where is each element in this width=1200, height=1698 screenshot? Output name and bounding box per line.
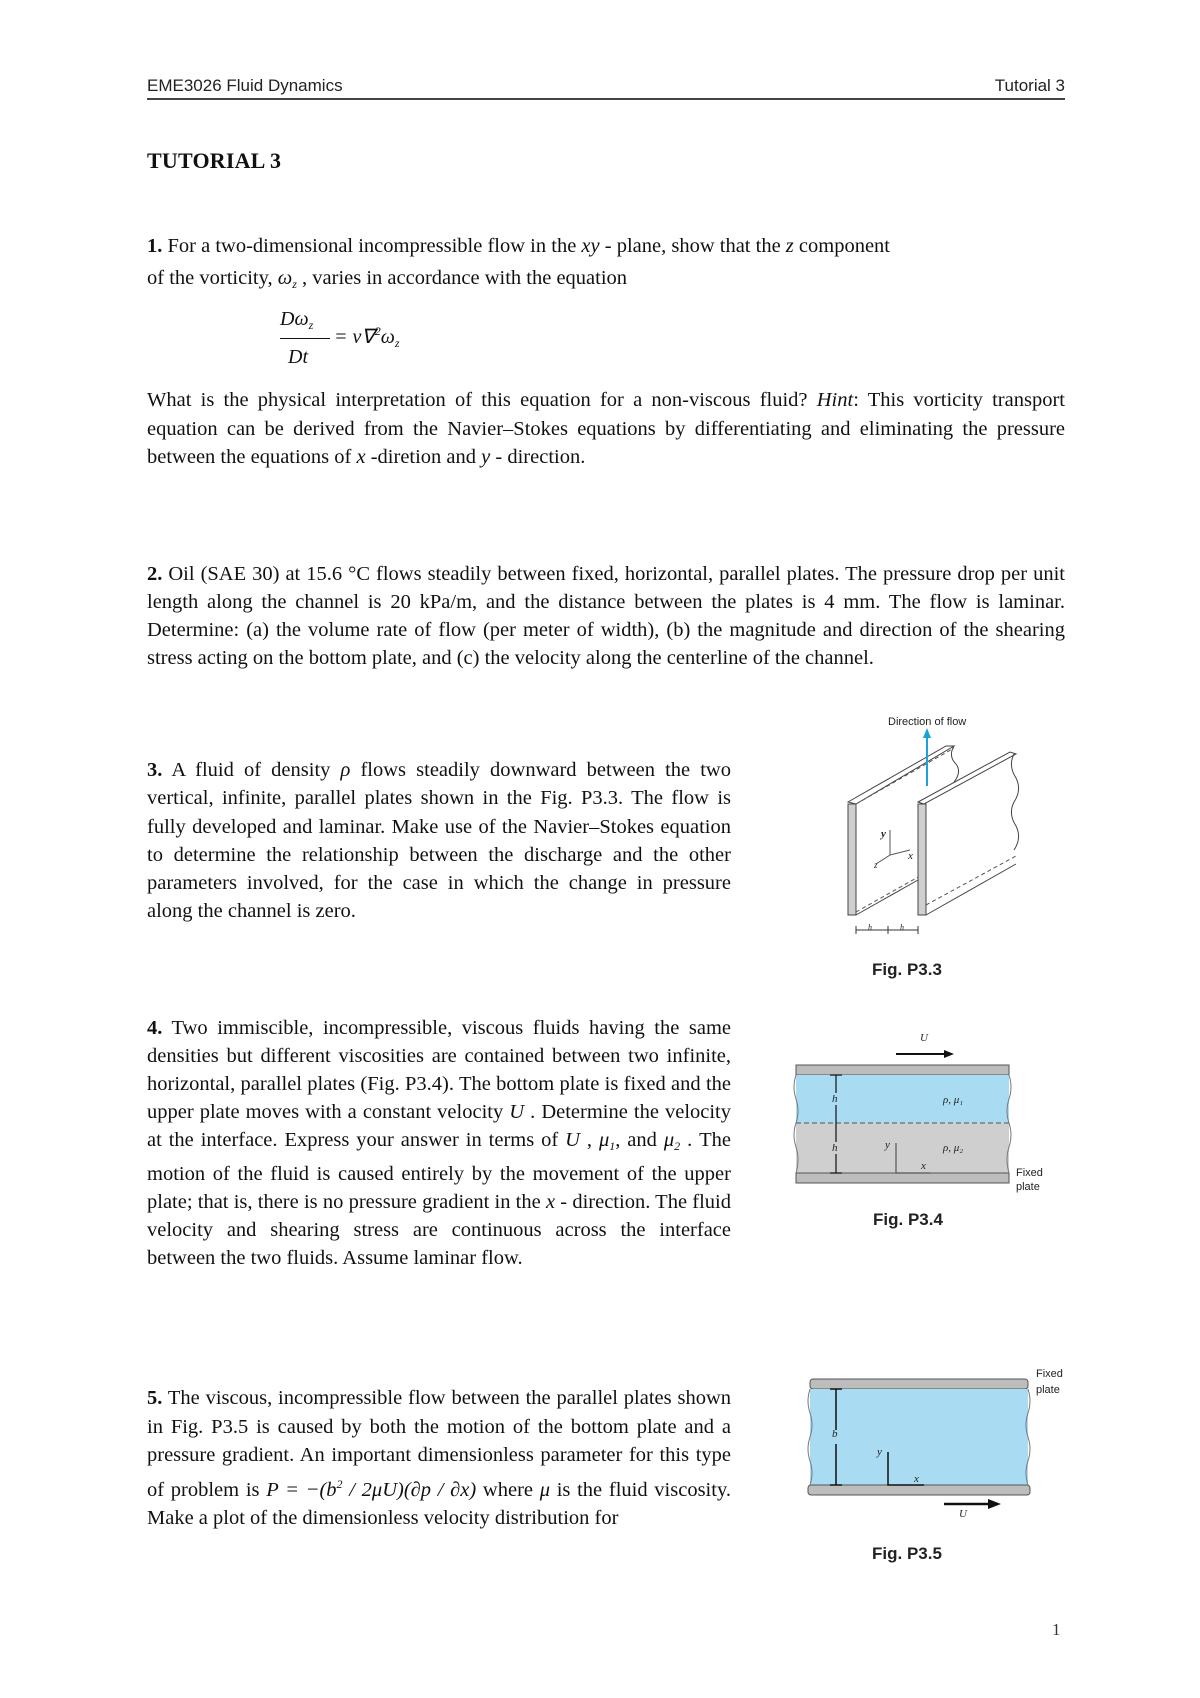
question-2: 2. Oil (SAE 30) at 15.6 °C flows steadily between fixed, horizontal, parallel plates. The pressure drop per unit length along the channel is 20 kPa/m, and the distance between the plates is 4 mm. The flow is laminar. Determine: (a) the volume rate of flow (per meter of width), (b) the magnitude and direction of the shearing stress acting on the bottom plate, and (c) the velocity along the centerline of the channel.	[147, 563, 1065, 669]
page-header	[147, 74, 1065, 100]
fluid-1-region	[796, 1075, 1009, 1123]
dimensionless-parameter-formula: $P = -(b^2 / 2\mu U)(\partial p / \partial x)$	[266, 1476, 477, 1501]
fixed-upper-plate	[810, 1379, 1028, 1389]
page-number: 1	[1052, 1620, 1061, 1639]
figure-caption: Fig. P3.5	[872, 1544, 942, 1563]
dimension-h-lower: h	[832, 1142, 838, 1154]
right-plate-bottom	[926, 864, 1016, 915]
tutorial-label: Tutorial 3	[994, 76, 1065, 95]
figure-p3-3	[820, 700, 1040, 990]
page-title: TUTORIAL 3	[147, 148, 282, 173]
figure-caption: Fig. P3.4	[873, 1210, 943, 1229]
axis-y-label: y	[881, 828, 886, 840]
fixed-plate-label-line-2: plate	[1036, 1384, 1060, 1396]
left-plate-edge	[848, 804, 856, 915]
fraction-bar	[280, 338, 330, 339]
right-plate-top-edge	[918, 752, 1016, 804]
axis-z-label: z	[874, 860, 878, 870]
course-title: EME3026 Fluid Dynamics	[147, 76, 343, 95]
fixed-plate-label-line-2: plate	[1016, 1181, 1040, 1193]
equation-numerator: $D\omega_z$	[280, 308, 314, 332]
fluid-region	[810, 1389, 1028, 1485]
question-1-line-2: of the vorticity, $\omega_z$ , varies in accordance with the equation	[147, 267, 628, 291]
question-number: 5.	[147, 1387, 163, 1409]
question-number: 1.	[147, 235, 163, 257]
right-plate-dashed	[926, 856, 1016, 905]
question-number: 4.	[147, 1017, 163, 1039]
fixed-plate-label-line-1: Fixed	[1036, 1368, 1063, 1380]
dimension-h-upper: h	[832, 1093, 838, 1105]
velocity-arrowhead-icon	[988, 1499, 1001, 1509]
question-3: 3. A fluid of density ρ flows steadily downward between the two vertical, infinite, parallel plates shown in the Fig. P3.3. The flow is fully developed and laminar. Make use of the Navier–Stokes equation to determine the relationship between the discharge and the other parameters involved, for the case in which the change in pressure along the channel is zero.	[147, 759, 731, 923]
velocity-label: U	[959, 1508, 967, 1520]
velocity-label: U	[920, 1032, 928, 1044]
dimension-h-left: h	[868, 923, 872, 932]
right-plate-break	[1011, 754, 1018, 850]
figure-p3-4	[780, 1030, 1070, 1240]
axis-x-label: x	[908, 850, 913, 862]
dimension-b-label: b	[832, 1428, 838, 1440]
question-1-line-1: 1. For a two-dimensional incompressible flow in the xy - plane, show that the z component	[147, 235, 890, 257]
moving-lower-plate	[808, 1485, 1030, 1495]
axis-y-label: y	[885, 1139, 890, 1151]
parallel-plates-vertical-diagram	[820, 700, 1040, 960]
question-5: 5. The viscous, incompressible flow between the parallel plates shown in Fig. P3.5 is caused by both the motion of the bottom plate and a pressure gradient. An important dimensionless parameter for this type of problem is $P = -(b^2 / 2\mu U)(\partial p / \partial x)$ where μ is the fluid viscosity. Make a plot of the dimensionless velocity distribution for	[147, 1387, 731, 1529]
upper-plate	[796, 1065, 1009, 1075]
question-1-followup: What is the physical interpretation of this equation for a non-viscous fluid? Hint: This vorticity transport equation can be derived from the Navier–Stokes equations by differentiating and eliminating the pressure between the equations of x -diretion and y - direction.	[147, 389, 1065, 468]
equation-rhs: = $\nu\nabla^2\omega_z$	[334, 324, 400, 350]
upper-fluid-properties: ρ, μ₁	[943, 1094, 964, 1106]
question-number: 3.	[147, 759, 163, 781]
equation-denominator: Dt	[288, 346, 308, 368]
flow-arrowhead-icon	[923, 728, 931, 738]
left-plate-break	[951, 746, 958, 782]
left-plate-bottom	[856, 880, 918, 915]
axis-x-label: x	[914, 1473, 919, 1485]
question-number: 2.	[147, 563, 163, 585]
lower-fluid-properties: ρ, μ₂	[943, 1142, 964, 1154]
direction-of-flow-label: Direction of flow	[888, 716, 967, 728]
gap-dimension	[856, 926, 918, 934]
velocity-arrowhead-icon	[944, 1050, 954, 1058]
figure-p3-5	[800, 1360, 1090, 1570]
fixed-plate-label-line-1: Fixed	[1016, 1167, 1043, 1179]
question-4: 4. Two immiscible, incompressible, viscous fluids having the same densities but different viscosities are contained between two infinite, horizontal, parallel plates (Fig. P3.4). The bottom plate is fixed and the upper plate moves with a constant velocity U . Determine the velocity at the interface. Express your answer in terms of U , $\mu_1$, and $\mu_2$ . The motion of the fluid is caused entirely by the movement of the upper plate; that is, there is no pressure gradient in the x - direction. The fluid velocity and shearing stress are continuous across the interface between the two fluids. Assume laminar flow.	[147, 1017, 732, 1269]
figure-caption: Fig. P3.3	[872, 960, 942, 979]
dimension-h-right: h	[900, 923, 904, 932]
axis-y-label: y	[877, 1446, 882, 1458]
fixed-plate	[796, 1173, 1009, 1183]
fluid-2-region	[796, 1123, 1009, 1173]
axis-x-label: x	[921, 1160, 926, 1172]
right-plate-edge	[918, 804, 926, 915]
